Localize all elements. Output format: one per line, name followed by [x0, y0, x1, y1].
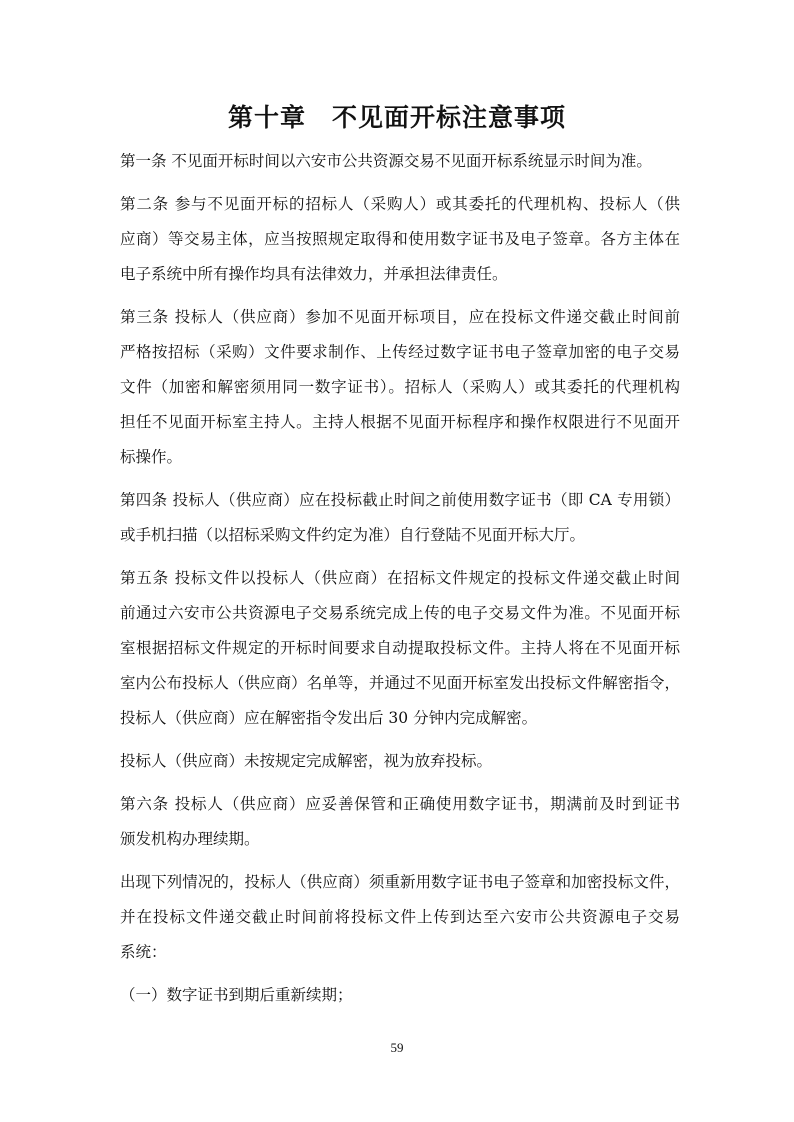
article-2-line-1: 第二条 参与不见面开标的招标人（采购人）或其委托的代理机构、投标人（供 [120, 195, 680, 213]
article-3-line-1: 第三条 投标人（供应商）参加不见面开标项目，应在投标文件递交截止时间前 [120, 308, 680, 326]
article-6-line-2: 颁发机构办理续期。 [120, 830, 260, 848]
renewal-line-1: 出现下列情况的，投标人（供应商）须重新用数字证书电子签章和加密投标文件， [120, 873, 680, 891]
decryption-note: 投标人（供应商）未按规定完成解密，视为放弃投标。 [120, 752, 493, 770]
article-2-line-2: 应商）等交易主体，应当按照规定取得和使用数字证书及电子签章。各方主体在 [120, 230, 680, 248]
article-4-line-2: 或手机扫描（以招标采购文件约定为准）自行登陆不见面开标大厅。 [120, 526, 586, 544]
article-5-line-5: 投标人（供应商）应在解密指令发出后 30 分钟内完成解密。 [120, 709, 538, 727]
article-3-line-5: 标操作。 [120, 448, 183, 466]
list-item-1: （一）数字证书到期后重新续期； [120, 986, 353, 1004]
article-5-line-3: 室根据招标文件规定的开标时间要求自动提取投标文件。主持人将在不见面开标 [120, 639, 680, 657]
article-3-line-4: 担任不见面开标室主持人。主持人根据不见面开标程序和操作权限进行不见面开 [120, 413, 680, 431]
renewal-line-2: 并在投标文件递交截止时间前将投标文件上传到达至六安市公共资源电子交易 [120, 908, 680, 926]
article-3-line-2: 严格按招标（采购）文件要求制作、上传经过数字证书电子签章加密的电子交易 [120, 343, 680, 361]
article-5-line-2: 前通过六安市公共资源电子交易系统完成上传的电子交易文件为准。不见面开标 [120, 604, 680, 622]
article-5-line-4: 室内公布投标人（供应商）名单等，并通过不见面开标室发出投标文件解密指令， [120, 674, 680, 692]
article-2-line-3: 电子系统中所有操作均具有法律效力，并承担法律责任。 [120, 265, 508, 283]
article-1-line-1: 第一条 不见面开标时间以六安市公共资源交易不见面开标系统显示时间为准。 [120, 152, 652, 170]
chapter-title: 第十章 不见面开标注意事项 [227, 103, 566, 132]
article-3-line-3: 文件（加密和解密须用同一数字证书）。招标人（采购人）或其委托的代理机构 [120, 378, 680, 396]
page-number: 59 [390, 1040, 404, 1055]
article-5-line-1: 第五条 投标文件以投标人（供应商）在招标文件规定的投标文件递交截止时间 [120, 569, 680, 587]
renewal-line-3: 系统： [120, 943, 167, 961]
article-6-line-1: 第六条 投标人（供应商）应妥善保管和正确使用数字证书，期满前及时到证书 [120, 795, 680, 813]
article-4-line-1: 第四条 投标人（供应商）应在投标截止时间之前使用数字证书（即 CA 专用锁） [120, 491, 680, 509]
